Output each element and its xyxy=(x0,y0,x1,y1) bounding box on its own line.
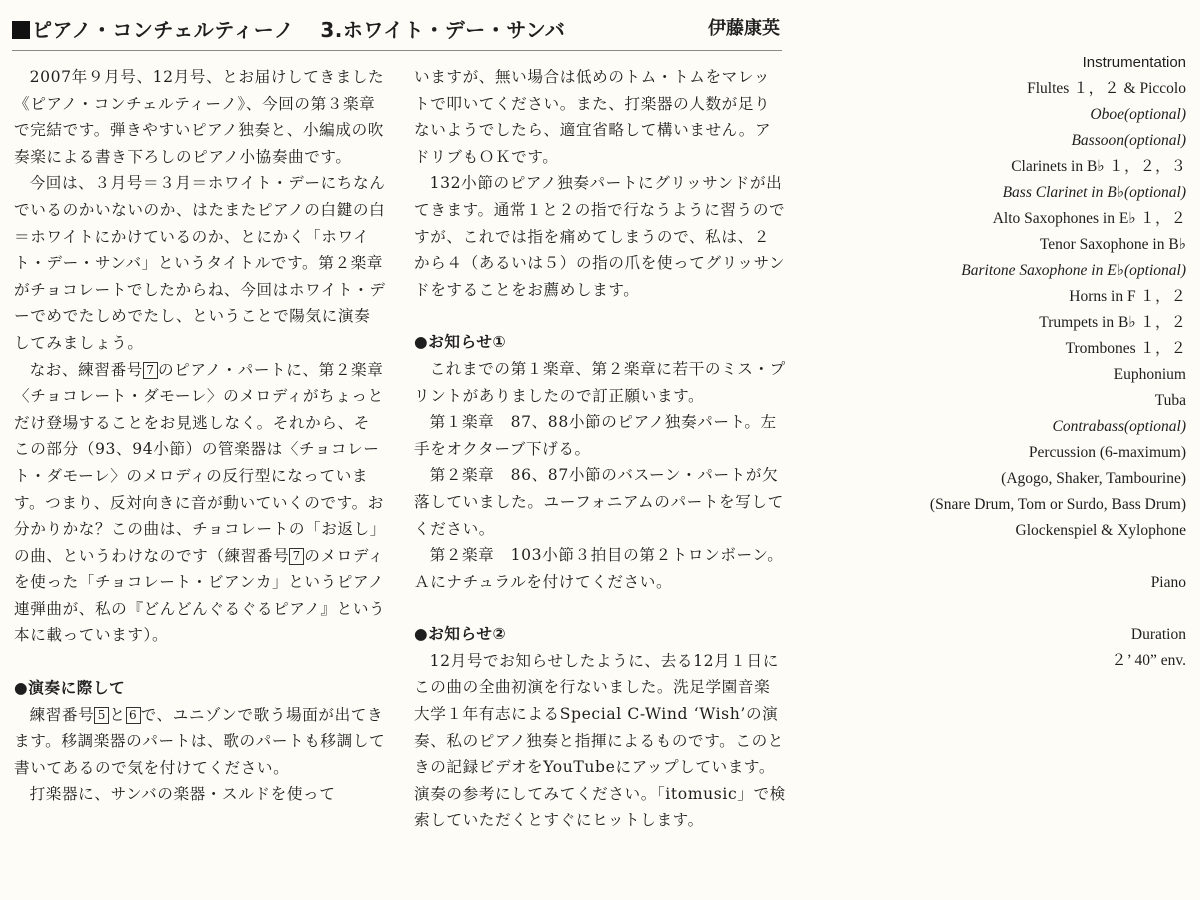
instrument-item: Tenor Saxophone in B♭ xyxy=(1039,236,1186,253)
paragraph: これまでの第１楽章、第２楽章に若干のミス・プリントがありましたので訂正願います。 xyxy=(414,359,786,405)
instrumentation-list xyxy=(846,50,1186,674)
instrument-item: Tuba xyxy=(1154,392,1186,409)
paragraph: 第２楽章 103小節３拍目の第２トロンボーン。Ａにナチュラルを付けてください。 xyxy=(414,546,784,591)
rehearsal-mark-box: 6 xyxy=(126,707,141,724)
text-span: と xyxy=(109,705,126,724)
section-heading-notice-1: ●お知らせ① xyxy=(414,333,507,352)
instrument-item: Flultes １，２ & Piccolo xyxy=(1027,80,1186,97)
paragraph: 打楽器に、サンバの楽器・スルドを使って xyxy=(29,785,336,804)
paragraph: 第２楽章 86、87小節のバスーン・パートが欠落していました。ユーフォニアムのパートを写してください。 xyxy=(414,466,784,538)
spacer xyxy=(846,544,1186,570)
paragraph: 12月号でお知らせしたように、去る12月１日にこの曲の全曲初演を行ないました。洗足学園音楽大学１年有志によるSpecial C-Wind ‘Wish’の演奏、私のピアノ独奏と指揮によるものです。このときの記録ビデオをYouTubeにアップしています。演奏の参考にしてみてください。「itomusic」で検索していただくとすぐにヒットします。 xyxy=(414,651,786,830)
instrument-item: Percussion (6-maximum) xyxy=(1028,444,1186,461)
series-title: ピアノ・コンチェルティーノ xyxy=(32,18,295,42)
paragraph: 第１楽章 87、88小節のピアノ独奏パート。左手をオクターブ下げる。 xyxy=(414,413,777,458)
instrument-item: Bassoon(optional) xyxy=(1071,132,1186,149)
instrument-item: Alto Saxophones in E♭ １，２ xyxy=(992,210,1186,227)
text-span: なお、練習番号 xyxy=(29,360,143,379)
text-span: のメロディを使った「チョコレート・ビアンカ」というピアノ連弾曲が、私の『どんどんぐるぐるピアノ』という本に載っています）。 xyxy=(14,546,386,645)
instrument-item: Bass Clarinet in B♭(optional) xyxy=(1002,184,1186,201)
instrument-item: Contrabass(optional) xyxy=(1052,418,1186,435)
duration-label: Duration xyxy=(1130,626,1186,643)
movement-title: 3.ホワイト・デー・サンバ xyxy=(320,18,566,42)
instrument-item: (Snare Drum, Tom or Surdo, Bass Drum) xyxy=(929,496,1186,513)
article-header xyxy=(12,14,782,51)
rehearsal-mark-box: 5 xyxy=(94,707,109,724)
black-square-icon xyxy=(12,21,30,39)
paragraph: いますが、無い場合は低めのトム・トムをマレットで叩いてください。また、打楽器の人数が足りないようでしたら、適宜省略して構いません。アドリブもＯＫです。 xyxy=(414,68,772,166)
text-span: で、ユニゾンで歌う場面が出てきます。移調楽器のパートは、歌のパートも移調して書いてあるので気を付けてください。 xyxy=(14,705,386,777)
rehearsal-mark-box: 7 xyxy=(289,548,304,565)
author-name: 伊藤康英 xyxy=(708,18,780,39)
article-title xyxy=(12,14,565,43)
section-heading-notice-2: ●お知らせ② xyxy=(414,625,507,644)
text-span: のピアノ・パートに、第２楽章〈チョコレート・ダモーレ〉のメロディがちょっとだけ登場することをお見逃しなく。それから、そこの部分（93、94小節）の管楽器は〈チョコレート・ダモーレ〉のメロディの反行型になっています。つまり、反対向きに音が動いていくのです。お分かりかな？この曲は、チョコレートの「お返し」の曲、というわけなのです（練習番号 xyxy=(14,360,386,565)
instrument-item: Baritone Saxophone in E♭(optional) xyxy=(961,262,1186,279)
instrument-item: Clarinets in B♭ １，２，３ xyxy=(1011,158,1186,175)
rehearsal-mark-box: 7 xyxy=(143,362,158,379)
paragraph: 今回は、３月号＝３月＝ホワイト・デーにちなんでいるのかいないのか、はたまたピアノの白鍵の白＝ホワイトにかけているのか、とにかく「ホワイト・デー・サンバ」というタイトルです。第２楽章がチョコレートでしたからね、今回はホワイト・デーでめでたしめでたし、ということで陽気に演奏してみましょう。 xyxy=(14,174,386,352)
text-span: 練習番号 xyxy=(29,705,95,724)
paragraph: 132小節のピアノ独奏パートにグリッサンドが出てきます。通常１と２の指で行なうように習うのですが、これでは指を痛めてしまうので、私は、２から４（あるいは５）の指の爪を使ってグリッサンドをすることをお薦めします。 xyxy=(414,174,786,299)
section-heading-performance: ●演奏に際して xyxy=(14,679,126,698)
paragraph xyxy=(14,702,386,782)
paragraph xyxy=(14,357,386,650)
left-text-column xyxy=(14,64,386,808)
instrument-item: Oboe(optional) xyxy=(1090,106,1186,123)
instrument-item: Trombones １，２ xyxy=(1065,340,1186,357)
instrument-piano: Piano xyxy=(1150,574,1186,591)
instrumentation-heading: Instrumentation xyxy=(1082,54,1186,71)
spacer xyxy=(846,596,1186,622)
paragraph: 2007年９月号、12月号、とお届けしてきました《ピアノ・コンチェルティーノ》、今回の第３楽章で完結です。弾きやすいピアノ独奏と、小編成の吹奏楽による書き下ろしのピアノ小協奏曲です。 xyxy=(14,68,385,166)
instrument-item: (Agogo, Shaker, Tambourine) xyxy=(1001,470,1186,487)
duration-value: ２’ 40” env. xyxy=(1111,652,1186,669)
instrument-item: Glockenspiel & Xylophone xyxy=(1015,522,1186,539)
instrument-item: Euphonium xyxy=(1113,366,1186,383)
instrument-item: Trumpets in B♭ １，２ xyxy=(1039,314,1186,331)
instrument-item: Horns in F １，２ xyxy=(1069,288,1186,305)
middle-text-column xyxy=(414,64,786,834)
